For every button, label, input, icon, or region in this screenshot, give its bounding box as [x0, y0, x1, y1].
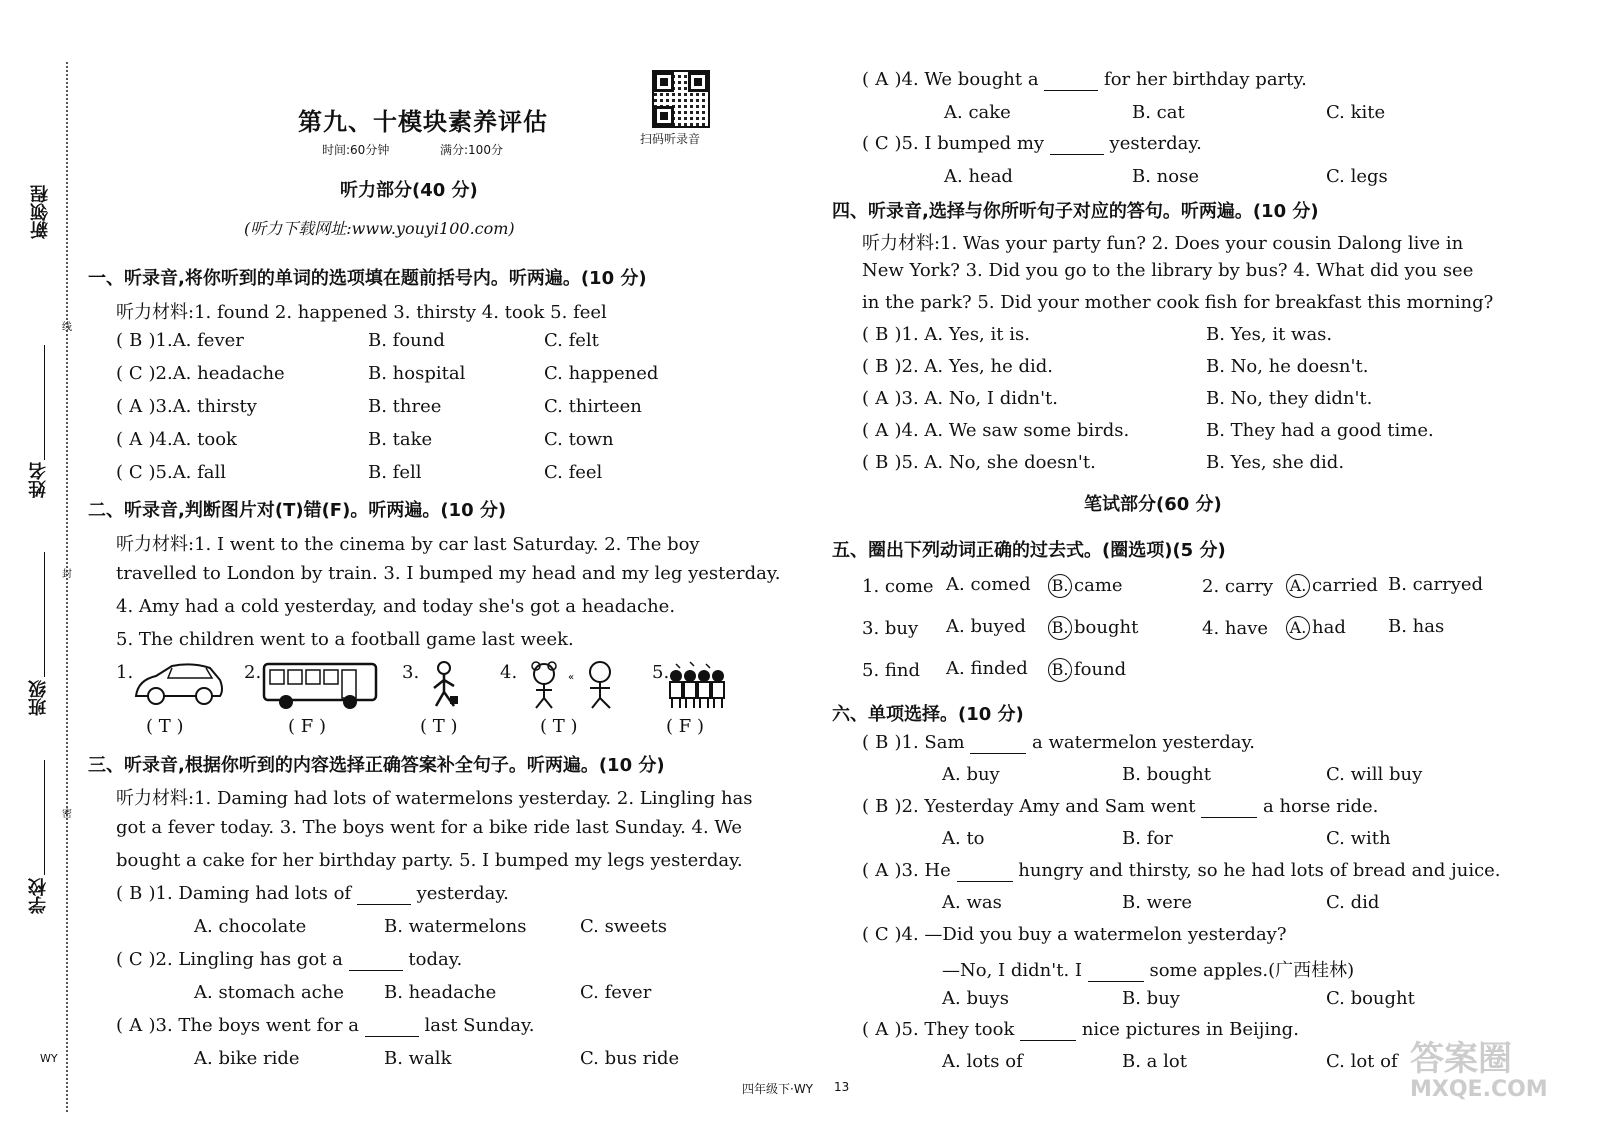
question-stem: )4. —Did you buy a watermelon yesterday? [894, 924, 1287, 945]
option-b[interactable]: B. take [368, 429, 433, 450]
answer-letter: C [128, 462, 143, 483]
answer-letter: B [129, 883, 143, 904]
answer-letter: A [875, 420, 889, 441]
section-3-question: ( A )3. The boys went for a last Sunday. [116, 1015, 535, 1036]
option-a[interactable]: )1. A. Yes, it is. [894, 324, 1030, 345]
answer-letter: A [129, 396, 143, 417]
question-stem-end: a watermelon yesterday. [1032, 732, 1256, 753]
answer-letter: A [875, 388, 889, 409]
brand-logo-text: 新领程 [30, 185, 51, 239]
section-4-question: ( A )3. A. No, I didn't. [862, 388, 1059, 409]
watermark-line-1: 答案圈 [1410, 1039, 1512, 1079]
sick-children-picture [518, 658, 628, 710]
option-text: came [1074, 575, 1123, 596]
option-b[interactable]: B. buy [1122, 988, 1180, 1009]
section-4-material-line: in the park? 5. Did your mother cook fish for breakfast this morning? [862, 292, 1494, 313]
question-stem-end: yesterday. [416, 883, 509, 904]
option-text: had [1312, 617, 1346, 638]
section-2-material-line: 听力材料:1. I went to the cinema by car last Saturday. 2. The boy [116, 534, 700, 555]
option-a[interactable]: )3. A. No, I didn't. [894, 388, 1059, 409]
circled-letter: B. [1048, 574, 1072, 598]
verb-word: 4. have [1202, 618, 1269, 639]
option-a[interactable] [946, 616, 1026, 637]
section-4-question: ( B )1. A. Yes, it is. [862, 324, 1030, 345]
section-4-heading: 四、听录音,选择与你所听句子对应的答句。听两遍。(10 分) [832, 201, 1319, 222]
circled-letter: B. [1048, 616, 1072, 640]
section-6-question: ( A )3. He hungry and thirsty, so he had lots of bread and juice. [862, 860, 1501, 881]
picture-mark: ( T ) [420, 716, 458, 737]
option-a[interactable]: A. lots of [942, 1051, 1023, 1072]
section-2-material-line: 4. Amy had a cold yesterday, and today she's got a headache. [116, 596, 676, 617]
question-number: )2. [148, 363, 173, 384]
question-stem: )5. They took [894, 1019, 1015, 1040]
option-a[interactable]: A. buys [942, 988, 1009, 1009]
section-4-material-line: New York? 3. Did you go to the library by bus? 4. What did you see [862, 260, 1474, 281]
car-picture [132, 660, 226, 708]
page-title: 第九、十模块素养评估 [298, 108, 548, 136]
option-b[interactable]: B. hospital [368, 363, 466, 384]
section-1-material: 听力材料:1. found 2. happened 3. thirsty 4. took 5. feel [116, 302, 607, 323]
section-3-heading: 三、听录音,根据你听到的内容选择正确答案补全句子。听两遍。(10 分) [88, 755, 665, 776]
question-stem: )3. The boys went for a [148, 1015, 360, 1036]
question-number: )1. [148, 330, 173, 351]
answer-blank[interactable] [1201, 796, 1257, 818]
picture-number: 5. [652, 662, 670, 683]
option-a[interactable]: A. was [942, 892, 1002, 913]
option-c[interactable]: C. fever [580, 982, 652, 1003]
picture-number: 2. [244, 662, 262, 683]
option-b[interactable]: B. bought [1122, 764, 1211, 785]
footer-text: 四年级下·WY [742, 1082, 814, 1096]
answer-blank[interactable] [957, 860, 1013, 882]
option-a[interactable]: A. fever [172, 330, 244, 351]
section-4-material-line: 听力材料:1. Was your party fun? 2. Does your cousin Dalong live in [862, 233, 1464, 254]
listening-heading: 听力部分(40 分) [340, 180, 478, 201]
option-b[interactable]: B. No, he doesn't. [1206, 356, 1369, 377]
picture-mark: ( T ) [146, 716, 184, 737]
verb-word: 3. buy [862, 618, 919, 639]
section-3-question: ( C )2. Lingling has got a today. [116, 949, 463, 970]
circled-letter: A. [1286, 616, 1310, 640]
section-3-question: ( B )1. Daming had lots of yesterday. [116, 883, 509, 904]
seal-char-3: 密 [62, 809, 72, 820]
question-stem: )1. Sam [894, 732, 965, 753]
option-b[interactable]: B. for [1122, 828, 1173, 849]
answer-letter: A [129, 429, 143, 450]
picture-mark: ( F ) [288, 716, 326, 737]
answer-letter: A [875, 860, 889, 881]
option-c[interactable]: C. sweets [580, 916, 667, 937]
school-blank-line [44, 345, 45, 460]
option-b[interactable] [1388, 616, 1444, 637]
answer-blank[interactable] [1050, 133, 1104, 155]
option-b[interactable] [1388, 574, 1483, 595]
option-b[interactable]: B. watermelons [384, 916, 527, 937]
section-6-question: ( B )2. Yesterday Amy and Sam went a horse ride. [862, 796, 1379, 817]
section-2-material-line: travelled to London by train. 3. I bumped my head and my leg yesterday. [116, 563, 781, 584]
section-1-question: ( C )5.A. fall [116, 462, 227, 483]
option-a[interactable]: A. stomach ache [194, 982, 345, 1003]
option-c[interactable]: C. bought [1326, 988, 1415, 1009]
option-b[interactable]: B. were [1122, 892, 1192, 913]
answer-blank[interactable] [357, 883, 411, 905]
verb-word: 2. carry [1202, 576, 1274, 597]
answer-blank[interactable] [1088, 960, 1144, 982]
answer-letter: B [875, 452, 889, 473]
option-a[interactable]: )2. A. Yes, he did. [894, 356, 1053, 377]
section-6-question: ( C )4. —Did you buy a watermelon yesterday? [862, 924, 1287, 945]
option-a[interactable]: A. buy [942, 764, 1000, 785]
option-text: B. has [1388, 616, 1445, 637]
bus-picture [262, 662, 380, 710]
option-c[interactable]: C. will buy [1326, 764, 1423, 785]
option-a[interactable]: A. took [172, 429, 237, 450]
option-c[interactable]: C. happened [544, 363, 659, 384]
class-label: 班级 [28, 680, 49, 716]
section-1-heading: 一、听录音,将你听到的单词的选项填在题前括号内。听两遍。(10 分) [88, 268, 647, 289]
question-stem: )2. Yesterday Amy and Sam went [894, 796, 1196, 817]
time-info: 时间:60分钟 [322, 143, 390, 157]
download-url-note: (听力下载网址:www.youyi100.com) [244, 219, 515, 238]
circled-letter: A. [1286, 574, 1310, 598]
verb-word: 5. find [862, 660, 921, 681]
question-stem: )2. Lingling has got a [148, 949, 343, 970]
question-reply-line [942, 956, 1354, 982]
class-blank-line [44, 760, 45, 875]
option-b[interactable] [1048, 658, 1126, 682]
section-4-question: ( B )2. A. Yes, he did. [862, 356, 1053, 377]
name-label: 姓名 [28, 462, 49, 498]
option-a[interactable] [1286, 574, 1378, 598]
section-6-question: ( B )1. Sam a watermelon yesterday. [862, 732, 1256, 753]
page-number: 13 [834, 1080, 850, 1094]
section-1-question: ( A )4.A. took [116, 429, 237, 450]
option-c[interactable]: C. did [1326, 892, 1380, 913]
answer-letter: B [875, 324, 889, 345]
option-text: A. buyed [946, 616, 1026, 637]
option-c[interactable]: C. legs [1326, 166, 1388, 187]
question-number: )4. [148, 429, 173, 450]
section-4-question: ( B )5. A. No, she doesn't. [862, 452, 1096, 473]
option-b[interactable]: B. fell [368, 462, 422, 483]
option-c[interactable]: C. town [544, 429, 614, 450]
question-stem: )5. I bumped my [894, 133, 1045, 154]
question-stem-end: for her birthday party. [1104, 69, 1307, 90]
section-4-question: ( A )4. A. We saw some birds. [862, 420, 1130, 441]
option-b[interactable]: B. nose [1132, 166, 1199, 187]
wy-mark: WY [40, 1052, 58, 1065]
children-group-picture [666, 660, 726, 710]
picture-mark: ( F ) [666, 716, 704, 737]
answer-blank[interactable] [1044, 69, 1098, 91]
option-a[interactable] [946, 574, 1031, 595]
writing-heading: 笔试部分(60 分) [1084, 494, 1222, 515]
option-b[interactable]: B. Yes, she did. [1206, 452, 1345, 473]
question-stem-end: hungry and thirsty, so he had lots of bread and juice. [1018, 860, 1501, 881]
option-c[interactable]: C. thirteen [544, 396, 642, 417]
section-3-question: ( C )5. I bumped my yesterday. [862, 133, 1202, 154]
section-3-material-line: bought a cake for her birthday party. 5. I bumped my legs yesterday. [116, 850, 743, 871]
question-stem: )4. We bought a [894, 69, 1039, 90]
section-5-heading: 五、圈出下列动词正确的过去式。(圈选项)(5 分) [832, 540, 1226, 561]
section-3-question: ( A )4. We bought a for her birthday party. [862, 69, 1307, 90]
option-b[interactable]: B. Yes, it was. [1206, 324, 1333, 345]
section-6-heading: 六、单项选择。(10 分) [832, 704, 1024, 725]
option-b[interactable]: B. They had a good time. [1206, 420, 1434, 441]
option-b[interactable]: B. walk [384, 1048, 452, 1069]
answer-letter: A [129, 1015, 143, 1036]
answer-blank[interactable] [365, 1015, 419, 1037]
seal-char-1: 线 [62, 322, 72, 333]
school-label: 学校 [28, 878, 49, 914]
answer-blank[interactable] [349, 949, 403, 971]
verb-word: 1. come [862, 576, 934, 597]
section-6-question: ( A )5. They took nice pictures in Beijing. [862, 1019, 1299, 1040]
svg-text:«: « [568, 672, 575, 683]
picture-mark: ( T ) [540, 716, 578, 737]
qr-caption: 扫码听录音 [640, 132, 701, 146]
option-b[interactable]: B. No, they didn't. [1206, 388, 1373, 409]
answer-letter: C [128, 363, 143, 384]
option-b[interactable]: B. a lot [1122, 1051, 1187, 1072]
option-a[interactable]: )4. A. We saw some birds. [894, 420, 1130, 441]
option-a[interactable]: A. headache [172, 363, 285, 384]
answer-letter: B [129, 330, 143, 351]
option-a[interactable] [946, 658, 1028, 679]
score-info: 满分:100分 [440, 143, 503, 157]
option-text: A. comed [946, 574, 1031, 595]
option-a[interactable]: A. chocolate [194, 916, 307, 937]
option-a[interactable]: )5. A. No, she doesn't. [894, 452, 1096, 473]
option-text: found [1074, 659, 1127, 680]
option-c[interactable]: C. felt [544, 330, 599, 351]
watermark-line-2: MXQE.COM [1410, 1077, 1548, 1102]
option-a[interactable]: A. to [942, 828, 985, 849]
question-stem-end: yesterday. [1109, 133, 1202, 154]
seal-char-2: 封 [62, 569, 72, 580]
answer-letter: B [875, 356, 889, 377]
option-text: B. carryed [1388, 574, 1484, 595]
option-a[interactable]: A. bike ride [194, 1048, 300, 1069]
question-number: )3. [148, 396, 173, 417]
question-stem-end: nice pictures in Beijing. [1081, 1019, 1299, 1040]
section-3-material-line: got a fever today. 3. The boys went for a bike ride last Sunday. 4. We [116, 817, 743, 838]
option-b[interactable]: B. headache [384, 982, 497, 1003]
answer-letter: C [874, 133, 889, 154]
option-c[interactable]: C. kite [1326, 102, 1386, 123]
reply-stem: —No, I didn't. I [942, 960, 1082, 981]
section-1-question: ( B )1.A. fever [116, 330, 244, 351]
option-b[interactable] [1048, 574, 1123, 598]
answer-letter: A [875, 1019, 889, 1040]
section-1-question: ( C )2.A. headache [116, 363, 285, 384]
section-3-material-line: 听力材料:1. Daming had lots of watermelons yesterday. 2. Lingling has [116, 788, 753, 809]
option-b[interactable]: B. found [368, 330, 445, 351]
name-blank-line [44, 552, 45, 677]
section-2-heading: 二、听录音,判断图片对(T)错(F)。听两遍。(10 分) [88, 500, 507, 521]
option-b[interactable]: B. three [368, 396, 442, 417]
option-c[interactable]: C. bus ride [580, 1048, 680, 1069]
option-c[interactable]: C. lot of [1326, 1051, 1398, 1072]
question-stem: )3. He [894, 860, 951, 881]
circled-letter: B. [1048, 658, 1072, 682]
section-1-question: ( A )3.A. thirsty [116, 396, 257, 417]
question-number: )5. [148, 462, 173, 483]
reply-stem-end: some apples.(广西桂林) [1149, 960, 1355, 981]
question-stem-end: last Sunday. [424, 1015, 535, 1036]
answer-blank[interactable] [970, 732, 1026, 754]
answer-letter: B [875, 732, 889, 753]
option-b[interactable]: B. cat [1132, 102, 1185, 123]
option-a[interactable]: A. head [944, 166, 1013, 187]
section-2-material-line: 5. The children went to a football game last week. [116, 629, 574, 650]
option-text: carried [1312, 575, 1378, 596]
injured-boy-picture [428, 660, 464, 710]
question-stem-end: a horse ride. [1262, 796, 1379, 817]
option-text: A. finded [946, 658, 1028, 679]
answer-blank[interactable] [1020, 1019, 1076, 1041]
binding-dotted-line [66, 62, 68, 1112]
option-a[interactable]: A. fall [172, 462, 227, 483]
question-stem: )1. Daming had lots of [148, 883, 352, 904]
question-stem-end: today. [408, 949, 463, 970]
option-text: bought [1074, 617, 1139, 638]
option-a[interactable]: A. thirsty [172, 396, 257, 417]
answer-letter: B [875, 796, 889, 817]
answer-letter: A [875, 69, 889, 90]
answer-letter: C [874, 924, 889, 945]
option-c[interactable]: C. with [1326, 828, 1391, 849]
picture-number: 3. [402, 662, 420, 683]
picture-number: 4. [500, 662, 518, 683]
option-c[interactable]: C. feel [544, 462, 603, 483]
qr-code-icon[interactable] [652, 70, 710, 128]
option-b[interactable] [1048, 616, 1138, 640]
option-a[interactable]: A. cake [944, 102, 1011, 123]
watermark [1410, 1040, 1548, 1102]
picture-number: 1. [116, 662, 134, 683]
answer-letter: C [128, 949, 143, 970]
option-a[interactable] [1286, 616, 1346, 640]
